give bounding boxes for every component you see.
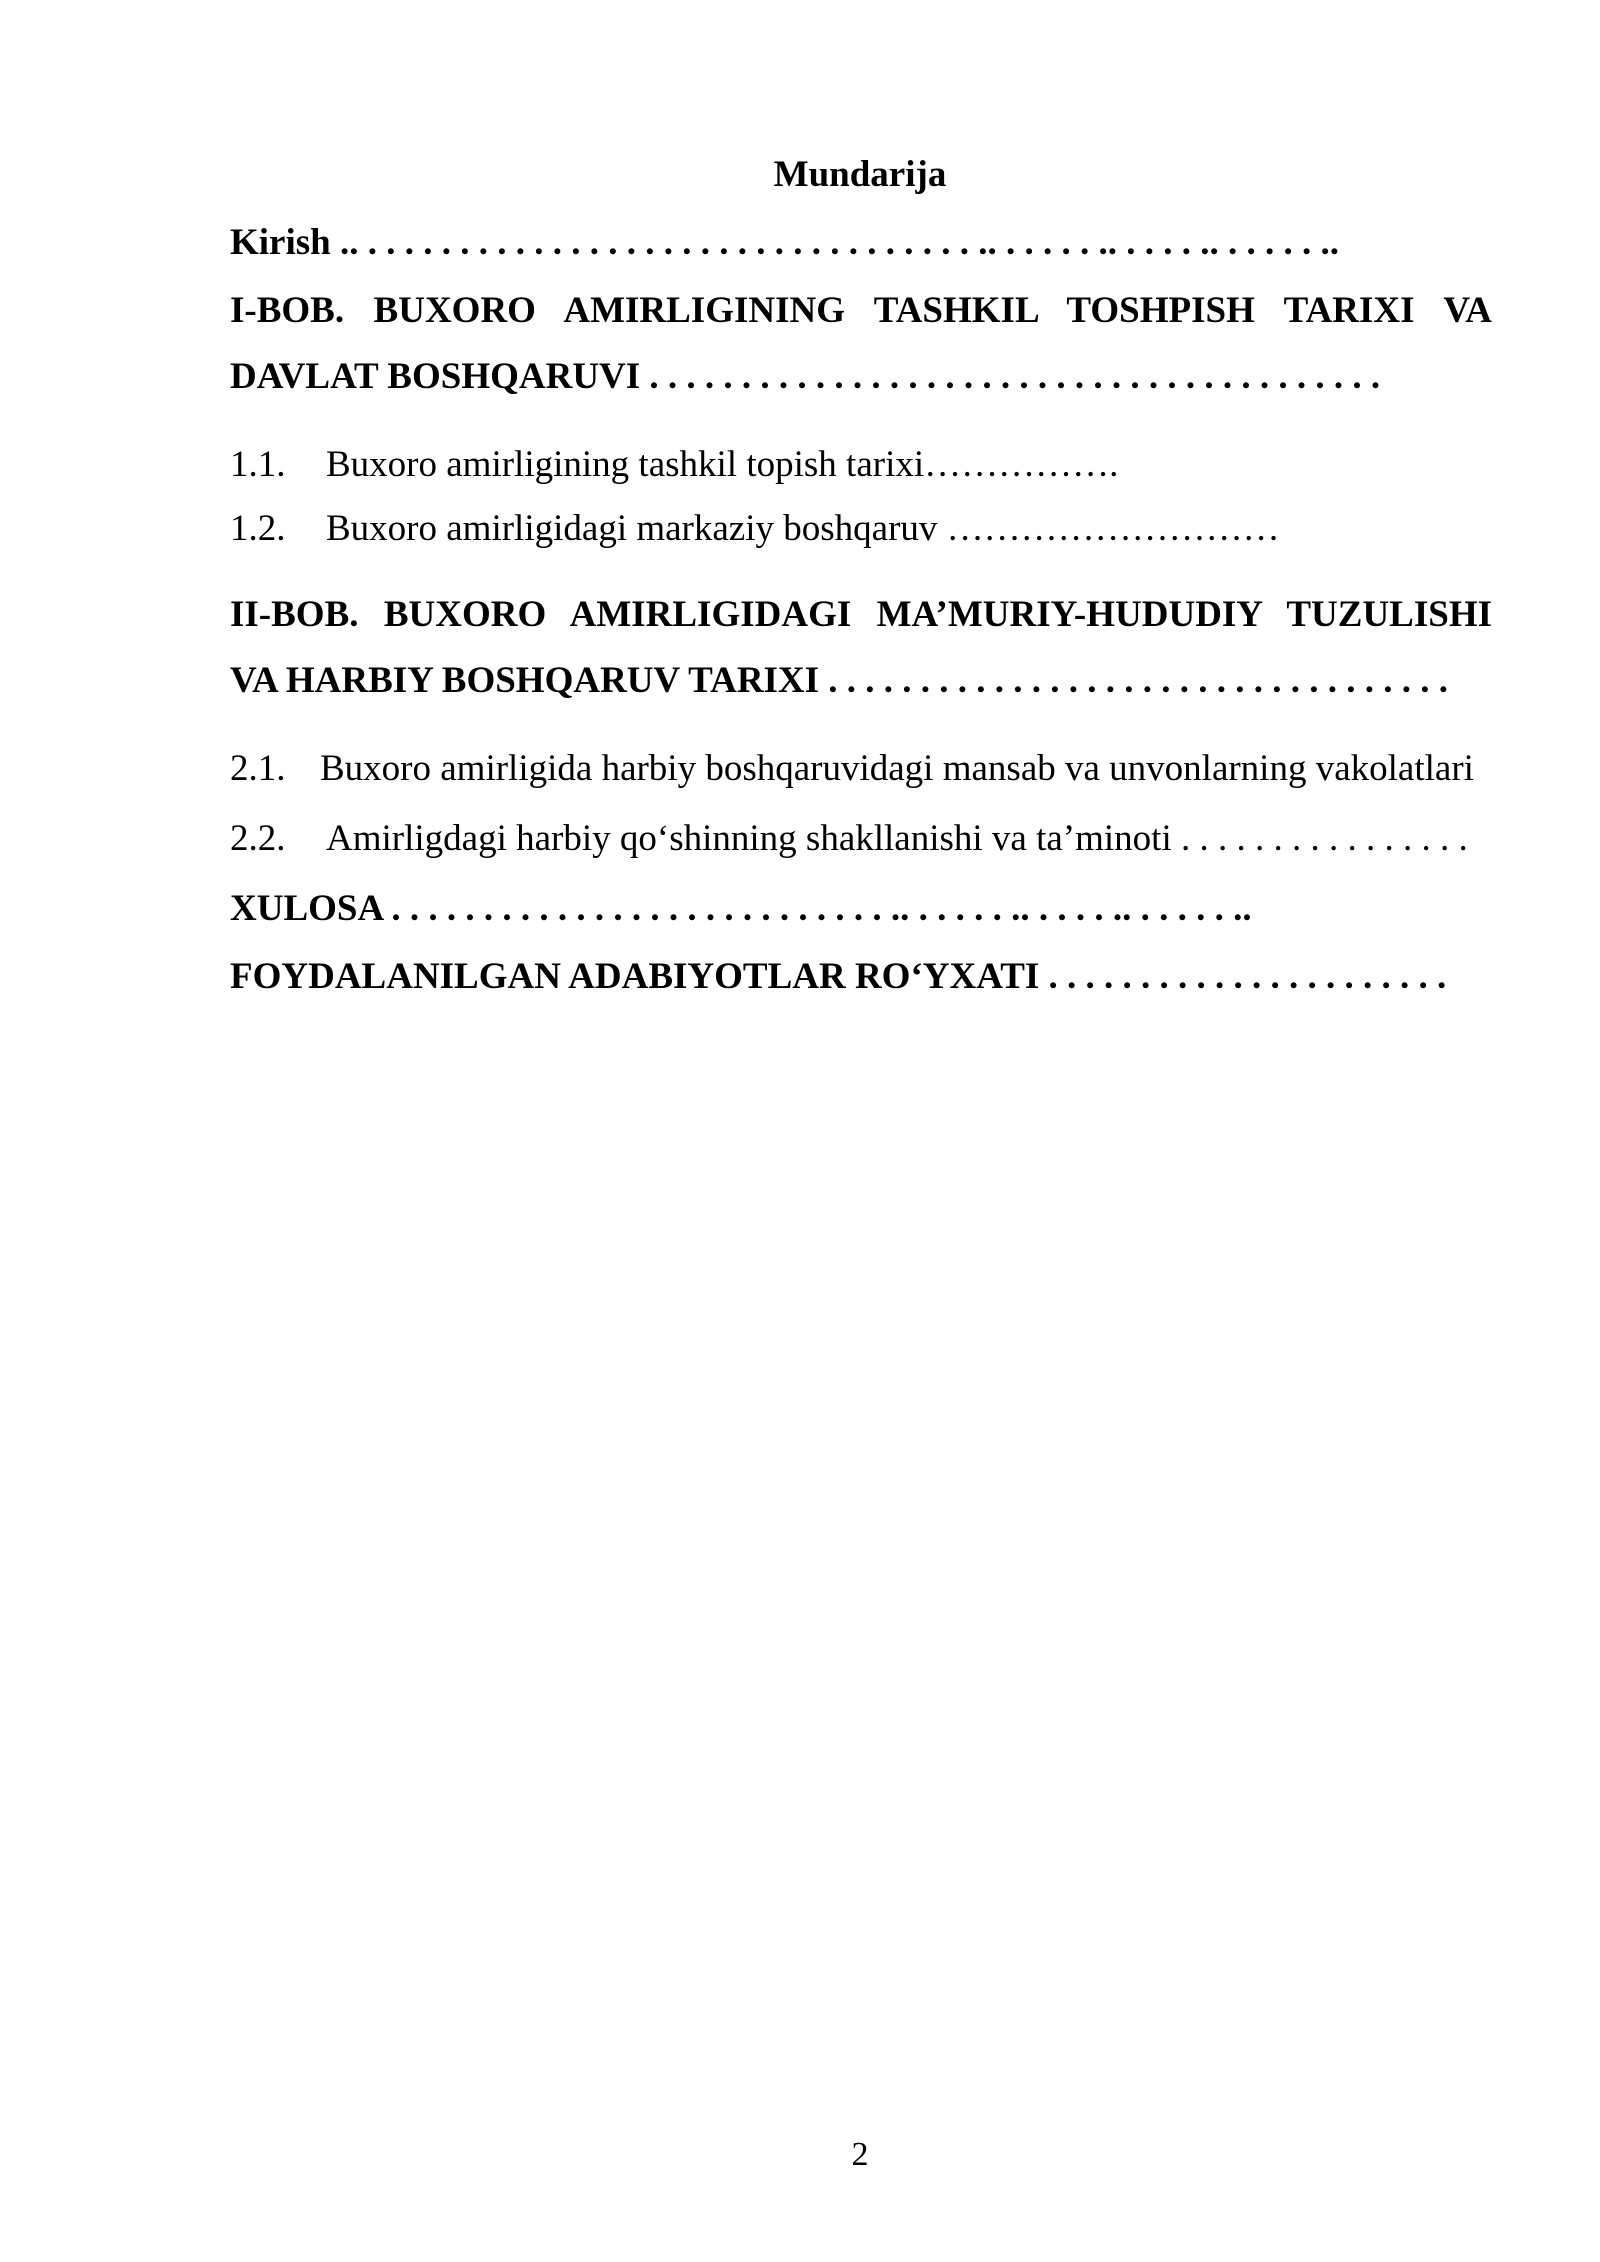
page-title: Mundarija [773,154,947,195]
toc-entry-chapter2-line2[interactable]: VA HARBIY BOSHQARUV TARIXI . . . . . . . . . . . . . . . . . . . . . . . . . . . . . . . . . . [230,660,1449,701]
section-title: Buxoro amirligining tashkil topish tarixi……………. [326,444,1119,485]
toc-entry-section-1-1[interactable] [230,440,1492,490]
section-number: 2.1. [230,748,286,789]
section-title: Amirligdagi harbiy qo‘shinning shakllanishi va ta’minoti . . . . . . . . . . . . . . . . [326,818,1468,859]
toc-entry-section-1-2[interactable] [230,504,1492,554]
toc-entry-chapter2-line1[interactable]: II-BOB. BUXORO AMIRLIGIDAGI MA’MURIY-HUDUDIY TUZULISHI [230,594,1492,635]
section-number: 1.2. [230,508,286,549]
toc-entry-intro[interactable]: Kirish .. . . . . . . . . . . . . . . . . . . . . . . . . . . . . . . . . . .. . . . . . .. . . . . .. . . . . . .. [230,222,1339,263]
toc-entry-chapter1-line1[interactable]: I-BOB. BUXORO AMIRLIGINING TASHKIL TOSHPISH TARIXI VA [230,290,1492,331]
toc-entry-section-2-1[interactable] [230,744,1492,794]
toc-entry-section-2-2[interactable] [230,814,1492,864]
page-number: 2 [851,2136,869,2173]
toc-entry-references[interactable]: FOYDALANILGAN ADABIYOTLAR RO‘YXATI . . . . . . . . . . . . . . . . . . . . . . [230,956,1447,997]
section-title: Buxoro amirligida harbiy boshqaruvidagi mansab va unvonlarning vakolatlari [320,748,1474,789]
toc-entry-chapter1-line2[interactable]: DAVLAT BOSHQARUVI . . . . . . . . . . . . . . . . . . . . . . . . . . . . . . . . . . . . . . . . [230,356,1381,397]
toc-entry-conclusion[interactable]: XULOSA . . . . . . . . . . . . . . . . . . . . . . . . . . . .. . . . . . .. . . . . .. . . . . . .. [230,888,1252,929]
section-number: 2.2. [230,818,286,859]
section-number: 1.1. [230,444,286,485]
section-title: Buxoro amirligidagi markaziy boshqaruv ……………………… [326,508,1280,549]
